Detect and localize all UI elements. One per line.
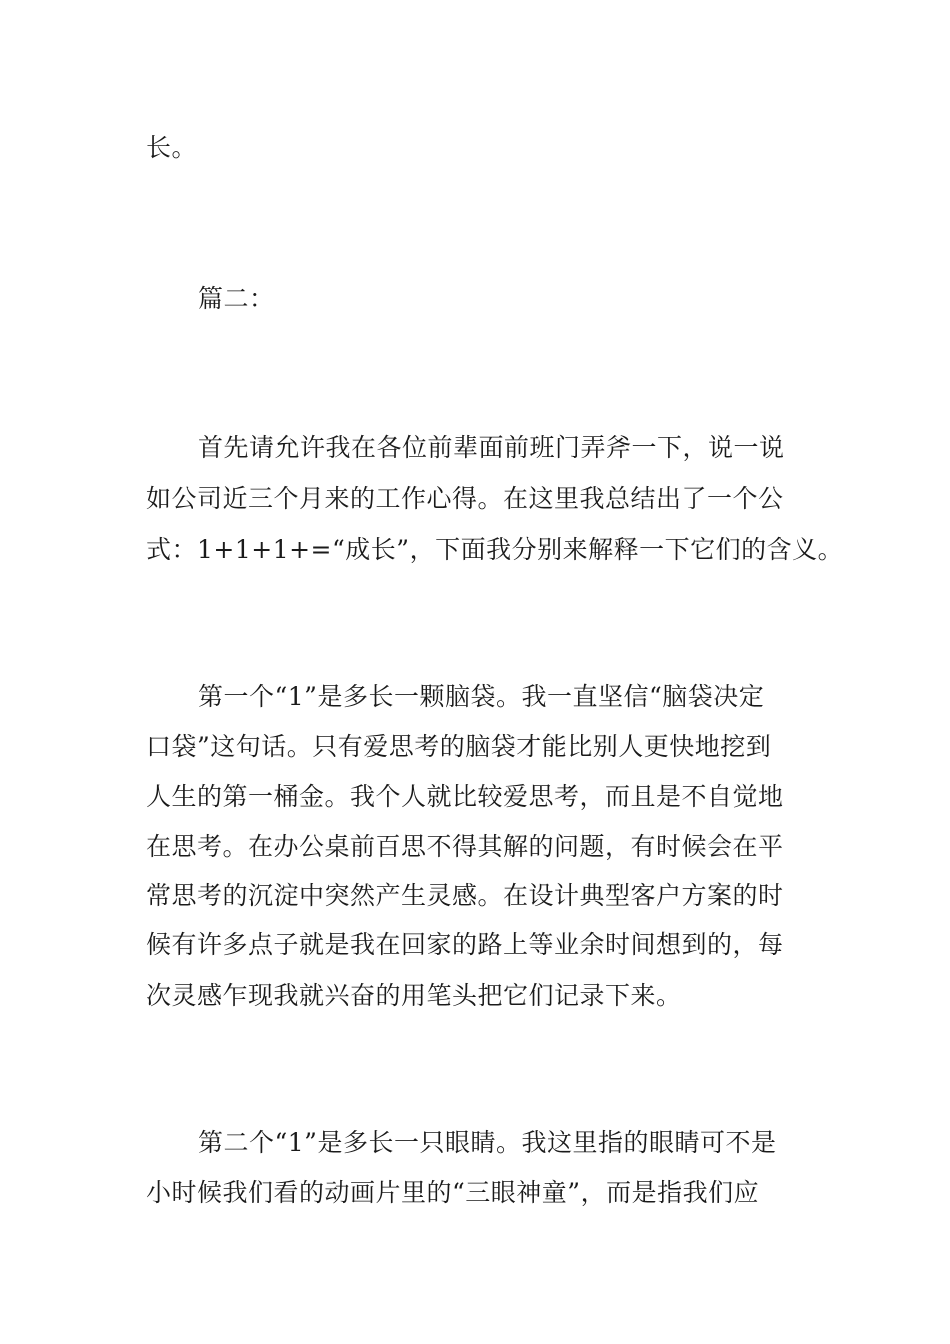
text-line: 第一个“1”是多长一颗脑袋。我一直坚信“脑袋决定	[198, 682, 765, 711]
text-line: 人生的第一桶金。我个人就比较爱思考，而且是不自觉地	[146, 782, 784, 811]
text-line: 口袋”这句话。只有爱思考的脑袋才能比别人更快地挖到	[146, 732, 772, 761]
text-line: 式：1+1+1+=“成长”，下面我分别来解释一下它们的含义。	[146, 535, 844, 564]
text-line: 第二个“1”是多长一只眼睛。我这里指的眼睛可不是	[198, 1128, 777, 1157]
section-heading: 篇二：	[198, 284, 275, 313]
text-line: 长。	[146, 133, 198, 162]
text-line: 候有许多点子就是我在回家的路上等业余时间想到的，每	[146, 930, 784, 959]
text-line: 小时候我们看的动画片里的“三眼神童”，而是指我们应	[146, 1178, 760, 1207]
text-line: 次灵感乍现我就兴奋的用笔头把它们记录下来。	[146, 981, 682, 1010]
text-line: 常思考的沉淀中突然产生灵感。在设计典型客户方案的时	[146, 881, 784, 910]
text-line: 在思考。在办公桌前百思不得其解的问题，有时候会在平	[146, 832, 784, 861]
text-line: 首先请允许我在各位前辈面前班门弄斧一下，说一说	[198, 433, 785, 462]
text-line: 如公司近三个月来的工作心得。在这里我总结出了一个公	[146, 484, 784, 513]
